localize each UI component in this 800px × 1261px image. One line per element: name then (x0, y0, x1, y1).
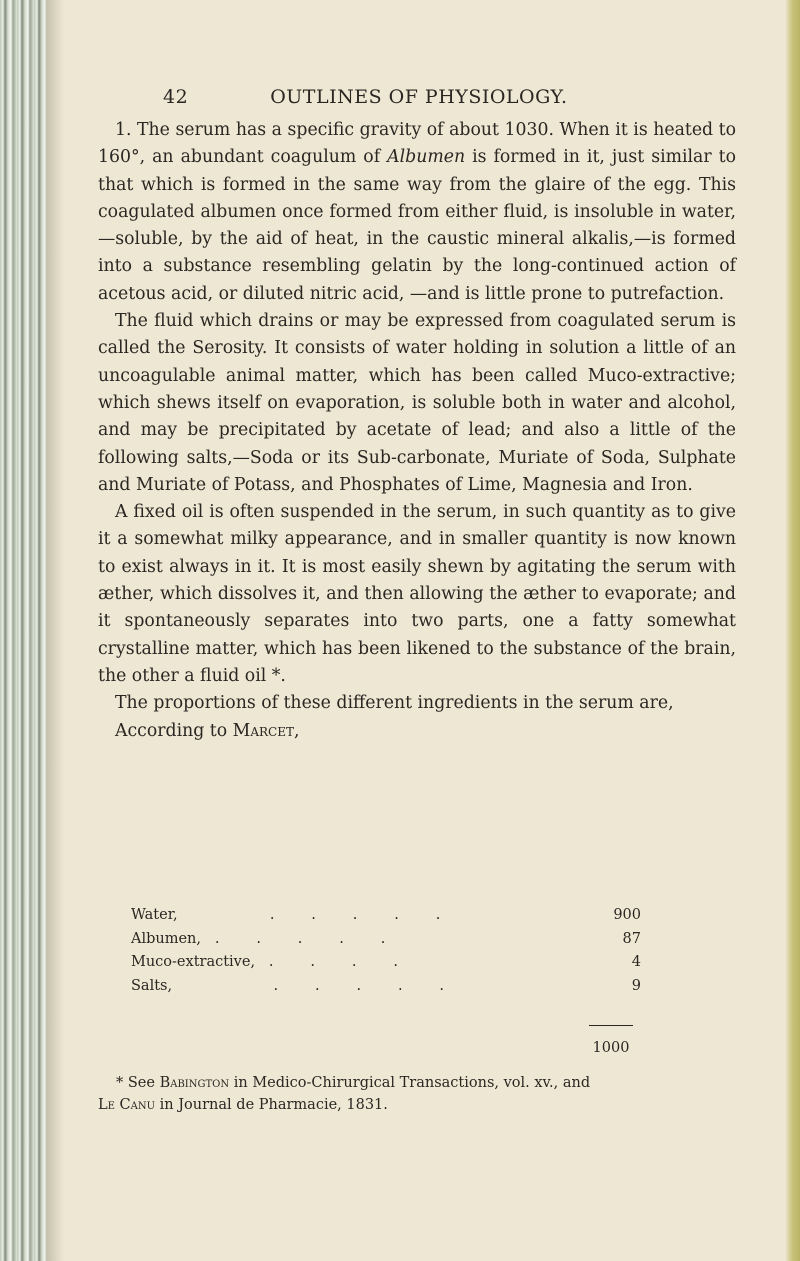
table-row (131, 928, 641, 952)
footnote-line-1 (98, 1072, 718, 1094)
sum-rule (589, 1025, 633, 1026)
running-title: OUTLINES OF PHYSIOLOGY. (270, 86, 568, 108)
footnote (98, 1072, 718, 1116)
paragraph-1 (98, 117, 736, 308)
row-value: 9 (631, 977, 641, 994)
row-label: Salts, . . . . . (131, 977, 445, 994)
paragraph-3: A fixed oil is often suspended in the serum, in such quantity as to give it a somewhat milky appearance, and in smaller quantity is now known to exist always in it. It is most easily shewn by agitating the serum with æther, which dissolves it, and then allowing the æther to evaporate; and it spontaneously separates into two parts, one a fatty somewhat crystalline matter, which has been likened to the substance of the brain, the other a fluid oil *. (98, 502, 736, 686)
table-total: 1000 (592, 1040, 630, 1056)
paragraph-2: The fluid which drains or may be expressed from coagulated serum is called the Serosity. It consists of water holding in solution a little of an uncoagulable animal matter, which has been called Muco-extractive; which shews itself on evaporation, is soluble both in water and alcohol, and may be precipitated by acetate of lead; and also a little of the following salts,—Soda or its Sub-carbonate, Muriate of Soda, Sulphate and Muriate of Potass, and Phosphates of Lime, Magnesia and Iron. (98, 311, 736, 495)
footnote-author-1: Babington (159, 1075, 230, 1091)
footnote-middle: in Medico-Chirurgical Transactions, vol. xv., and (229, 1075, 591, 1091)
paragraph-1-start: 1. The serum has a specific gravity of about 1030. When it is heated to 160°, an abundant coagulum of (98, 120, 736, 168)
paragraph-1-end: is formed in it, just similar to that which is formed in the same way from the glaire of the egg. This coagulated albumen once formed from either fluid, is insoluble in water, —soluble, by the aid of heat, in the caustic mineral alkalis,—is formed into a substance resembling gelatin by the long-continued action of acetous acid, or diluted nitric acid, —and is little prone to putrefaction. (98, 147, 736, 304)
attribution-prefix: According to (115, 720, 233, 741)
composition-table (131, 904, 641, 998)
page-edge (786, 0, 800, 1261)
attribution-author: Marcet, (232, 720, 300, 741)
row-value: 87 (622, 930, 641, 947)
row-label: Muco-extractive, . . . . (131, 954, 398, 970)
row-value: 4 (631, 954, 641, 970)
footnote-author-2: Le Canu (98, 1097, 156, 1113)
table-row (131, 975, 641, 999)
attribution-line (98, 718, 736, 745)
running-header (163, 86, 633, 108)
italic-term: Albumen (387, 147, 466, 168)
row-label: Water, . . . . . (131, 907, 441, 923)
book-binding-edge (0, 0, 46, 1261)
gutter-shadow (46, 0, 64, 1261)
footnote-line-2 (98, 1094, 718, 1116)
body-text (98, 117, 736, 745)
paragraph-4: The proportions of these different ingredients in the serum are, (115, 693, 674, 714)
footnote-suffix: in Journal de Pharmacie, 1831. (155, 1097, 388, 1113)
footnote-prefix: * See (116, 1075, 160, 1091)
table-row (131, 904, 641, 928)
table-row (131, 951, 641, 975)
page-number: 42 (163, 86, 189, 108)
row-label: Albumen, . . . . . (131, 930, 386, 947)
row-value: 900 (613, 907, 641, 923)
